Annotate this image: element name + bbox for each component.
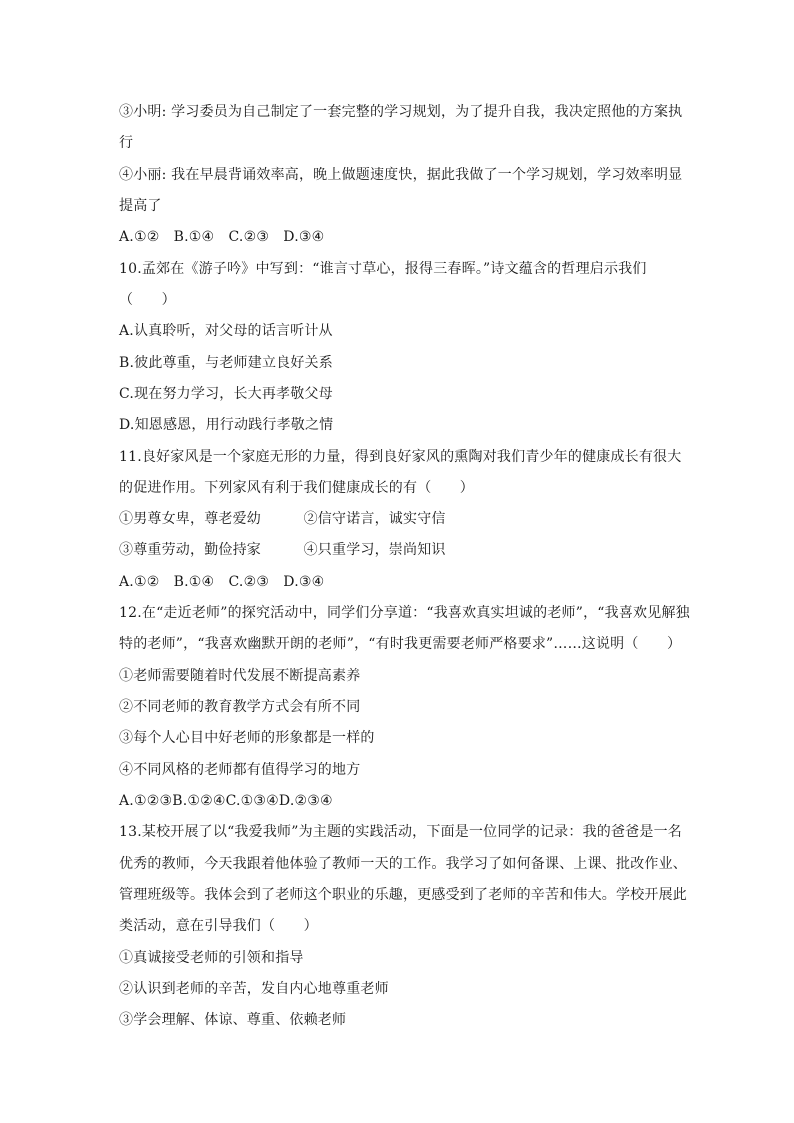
question-12-answers: A.①②③B.①②④C.①③④D.②③④ bbox=[119, 793, 333, 809]
question-12-statement-3: ③每个人心目中好老师的形象都是一样的 bbox=[119, 730, 375, 746]
question-11-answers: A.①② B.①④ C.②③ D.③④ bbox=[119, 574, 325, 590]
question-10-option-c: C.现在努力学习，长大再孝敬父母 bbox=[119, 386, 333, 402]
question-12-stem-line-1: 12.在“走近老师”的探究活动中，同学们分享道：“我喜欢真实坦诚的老师”，“我喜欢见解独 bbox=[119, 605, 690, 621]
question-11-statements-3-4: ③尊重劳动，勤俭持家 ④只重学习，崇尚知识 bbox=[119, 542, 446, 558]
question-13-statement-1: ①真诚接受老师的引领和指导 bbox=[119, 950, 304, 966]
question-12-statement-1: ①老师需要随着时代发展不断提高素养 bbox=[119, 668, 361, 684]
question-13-stem-line-4: 类活动，意在引导我们（ ） bbox=[119, 918, 318, 934]
question-13-statement-3: ③学会理解、体谅、尊重、依赖老师 bbox=[119, 1012, 347, 1028]
question-11-statements-1-2: ①男尊女卑，尊老爱幼 ②信守诺言，诚实守信 bbox=[119, 511, 446, 527]
question-12-stem-line-2: 特的老师”，“我喜欢幽默开朗的老师”，“有时我更需要老师严格要求”……这说明（ ） bbox=[119, 636, 682, 652]
question-9-option-4-line-2: 提高了 bbox=[119, 198, 162, 214]
question-10-option-d: D.知恩感恩，用行动践行孝敬之情 bbox=[119, 417, 334, 433]
question-10-option-a: A.认真聆听，对父母的话言听计从 bbox=[119, 323, 333, 339]
question-12-statement-2: ②不同老师的教育教学方式会有所不同 bbox=[119, 699, 361, 715]
question-10-stem-line-2: （ ） bbox=[119, 292, 176, 308]
question-9-option-4-line-1: ④小丽: 我在早晨背诵效率高，晚上做题速度快，据此我做了一个学习规划，学习效率明显 bbox=[119, 167, 683, 183]
question-10-stem-line-1: 10.孟郊在《游子吟》中写到：“谁言寸草心，报得三春晖。”诗文蕴含的哲理启示我们 bbox=[119, 261, 647, 277]
question-9-answers: A.①② B.①④ C.②③ D.③④ bbox=[119, 229, 325, 245]
question-13-stem-line-1: 13.某校开展了以“我爱我师”为主题的实践活动，下面是一位同学的记录：我的爸爸是一名 bbox=[119, 824, 682, 840]
question-12-statement-4: ④不同风格的老师都有值得学习的地方 bbox=[119, 762, 361, 778]
question-13-stem-line-3: 管理班级等。我体会到了老师这个职业的乐趣，更感受到了老师的辛苦和伟大。学校开展此 bbox=[119, 887, 687, 903]
question-13-stem-line-2: 优秀的教师，今天我跟着他体验了教师一天的工作。我学习了如何备课、上课、批改作业、 bbox=[119, 856, 687, 872]
question-13-statement-2: ②认识到老师的辛苦，发自内心地尊重老师 bbox=[119, 981, 389, 997]
question-11-stem-line-1: 11.良好家风是一个家庭无形的力量，得到良好家风的熏陶对我们青少年的健康成长有很大 bbox=[119, 449, 682, 465]
question-11-stem-line-2: 的促进作用。下列家风有利于我们健康成长的有（ ） bbox=[119, 480, 474, 496]
question-10-option-b: B.彼此尊重，与老师建立良好关系 bbox=[119, 355, 333, 371]
question-9-option-3-line-1: ③小明: 学习委员为自己制定了一套完整的学习规划，为了提升自我，我决定照他的方案执 bbox=[119, 104, 683, 120]
question-9-option-3-line-2: 行 bbox=[119, 135, 134, 151]
